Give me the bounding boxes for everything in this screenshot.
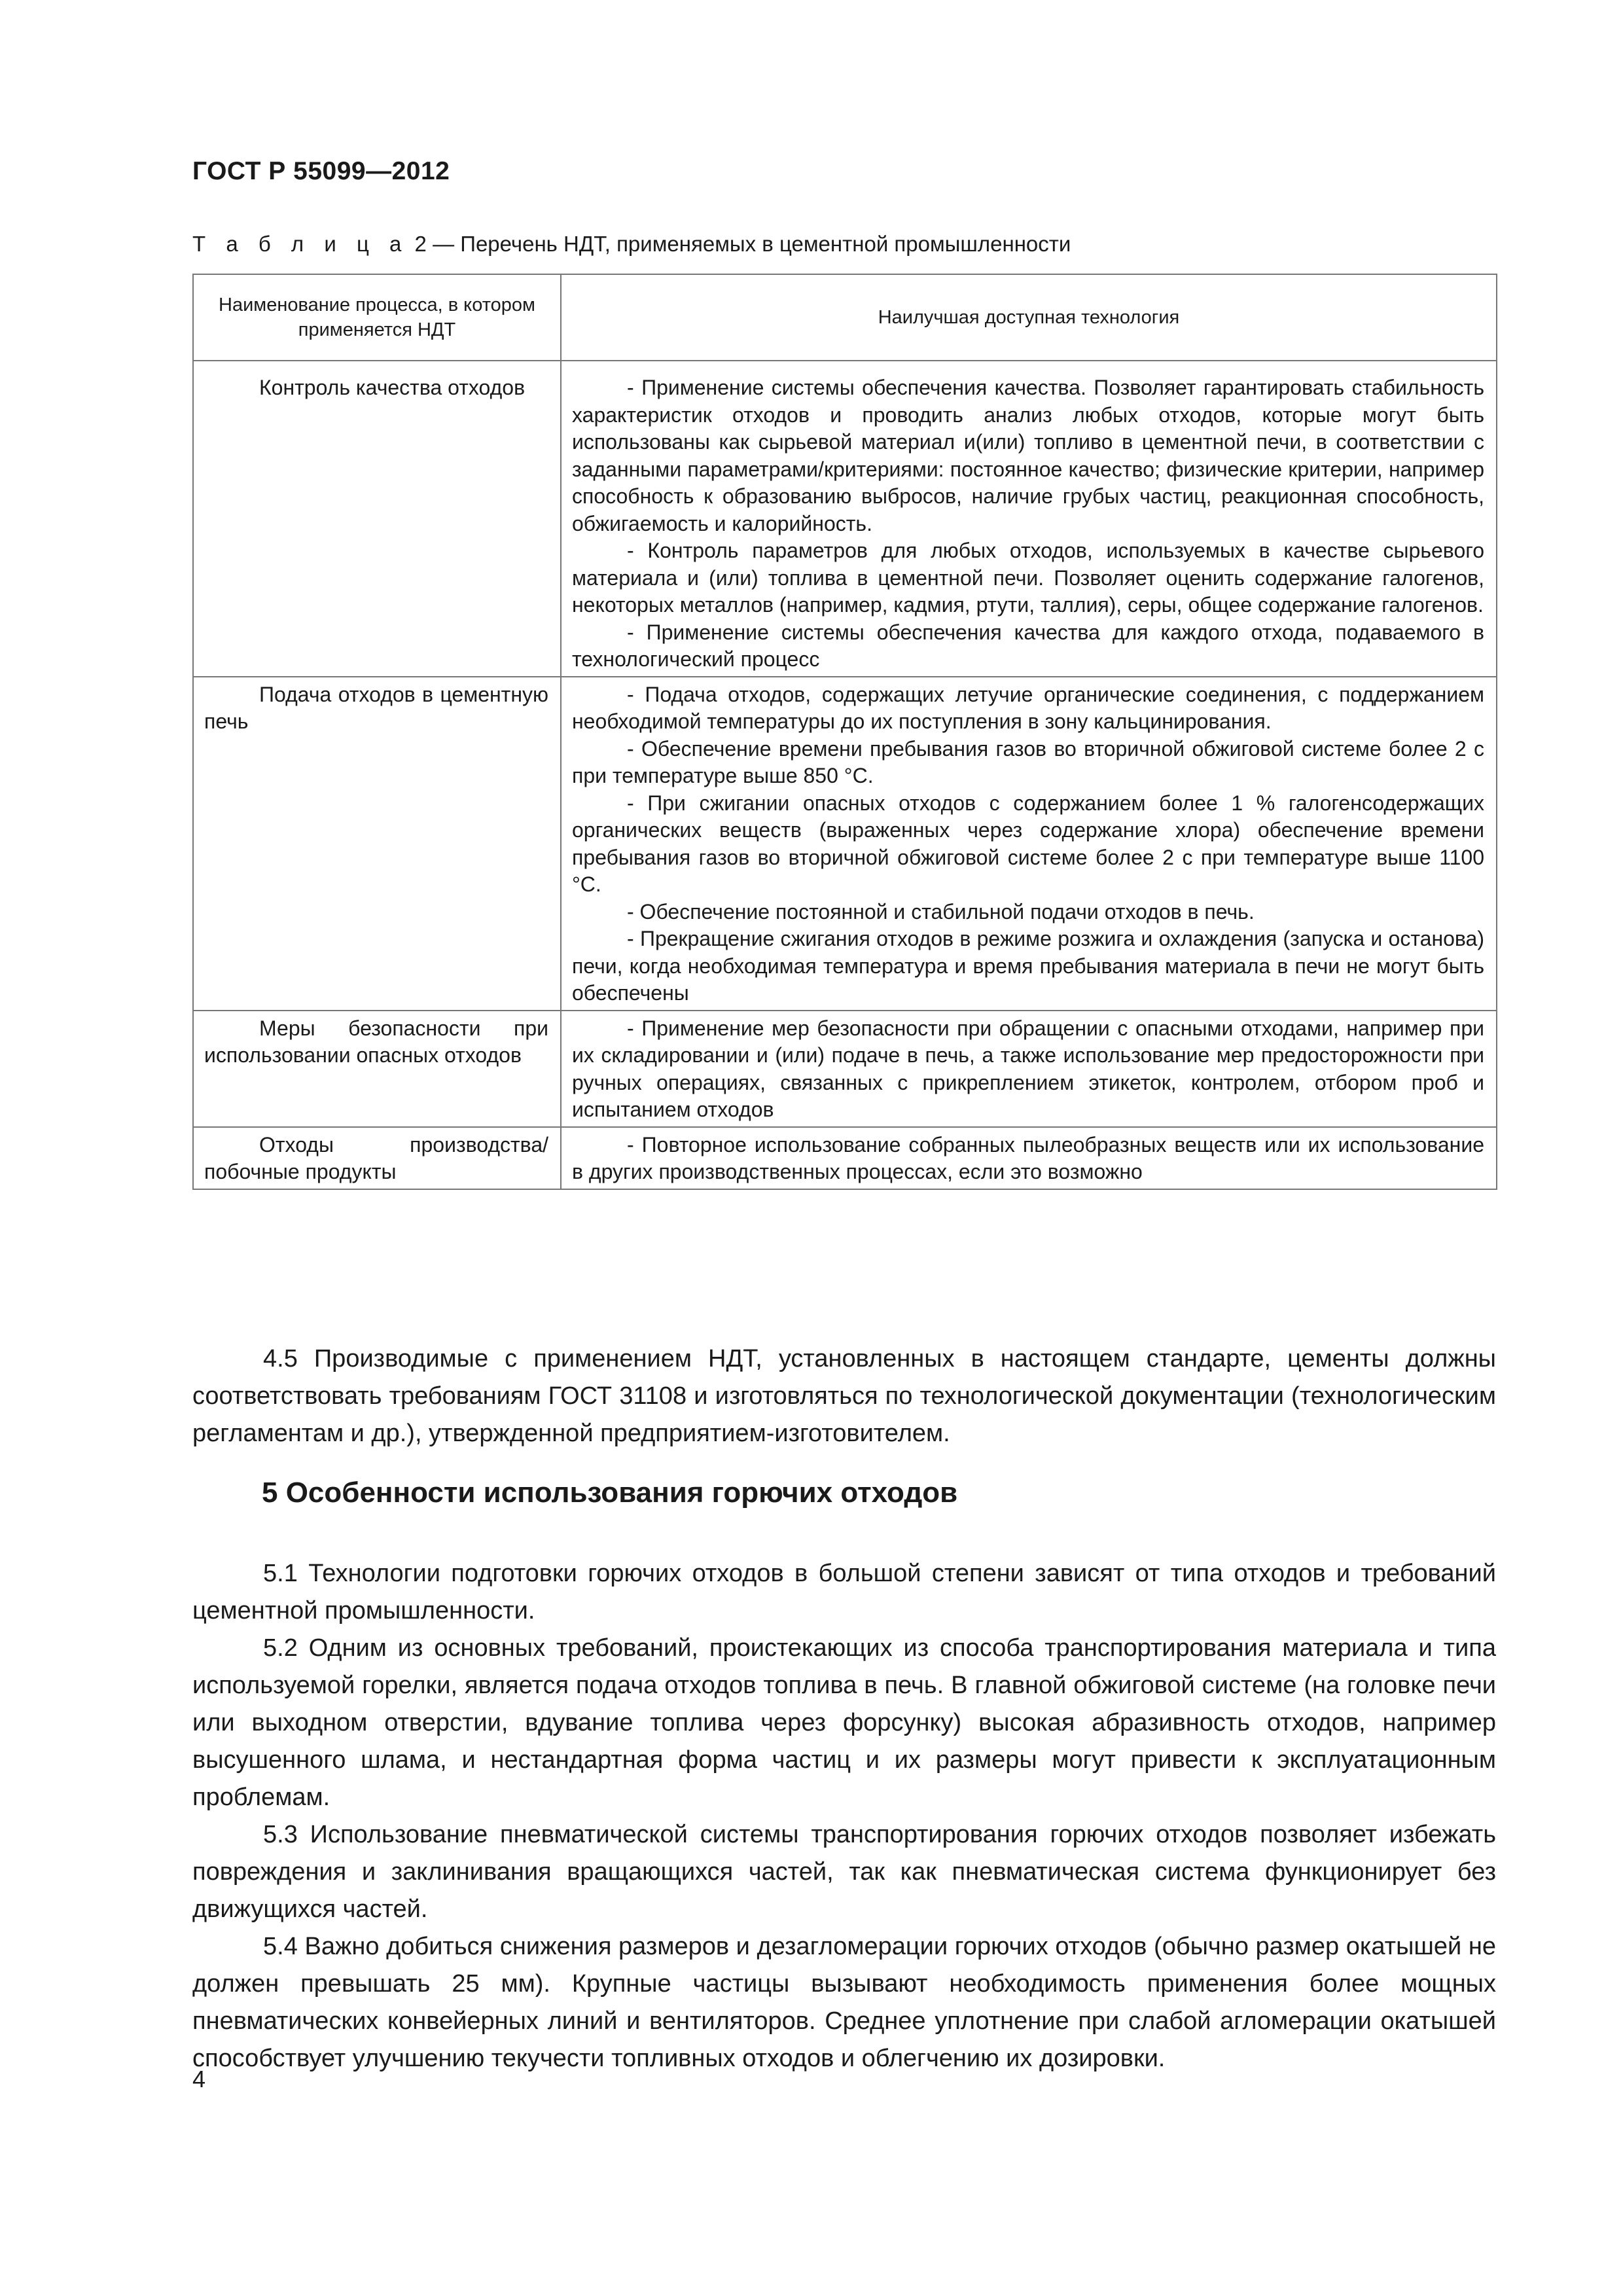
section-heading: 5 Особенности использования горючих отходов (262, 1477, 958, 1509)
column-header-process: Наименование процесса, в котором применяется НДТ (193, 274, 561, 361)
technology-item: - Подача отходов, содержащих летучие органические соединения, с поддержанием необходимой температуры до их поступления в зону кальцинирования. (572, 682, 1484, 733)
table-row (193, 370, 1497, 677)
table-header-spacer (193, 361, 1497, 370)
process-cell: Меры безопасности при использовании опасных отходов (193, 1011, 561, 1127)
paragraph-5-2: 5.2 Одним из основных требований, проистекающих из способа транспортирования материала и типа используемой горелки, является подача отходов топлива в печь. В главной обжиговой системе (на головке печи или выходном отверстии, вдувание топлива через форсунку) высокая абразивность отходов, например высушенного шлама, и нестандартная форма частиц и их размеры могут привести к эксплуатационным проблемам. (192, 1634, 1496, 1811)
column-header-technology: Наилучшая доступная технология (561, 274, 1497, 361)
table-caption-prefix: Т а б л и ц а (192, 232, 409, 256)
technology-cell (561, 1011, 1497, 1127)
document-header: ГОСТ Р 55099—2012 (192, 157, 450, 185)
table-row (193, 1011, 1497, 1127)
technology-item: - Применение системы обеспечения качества. Позволяет гарантировать стабильность характеристик отходов и проводить анализ любых отходов, которые могут быть использованы как сырьевой материал и(или) топливо в цементной печи, в соответствии с заданными параметрами/критериями: постоянное качество; физические критерии, например способность к образованию выбросов, наличие грубых частиц, реакционная способность, обжигаемость и калорийность. (572, 376, 1484, 535)
technology-item: - Повторное использование собранных пылеобразных веществ или их использование в других производственных процессах, если это возможно (572, 1132, 1484, 1183)
technology-item: - При сжигании опасных отходов с содержанием более 1 % галогенсодержащих органических веществ (выраженных через содержание хлора) обеспечение времени пребывания газов во вторичной обжиговой системе более 2 с при температуре выше 1100 °С. (572, 791, 1484, 896)
section-5-body (192, 1555, 1496, 2077)
table-caption (192, 232, 1071, 257)
process-cell: Контроль качества отходов (193, 370, 561, 677)
paragraph-5-4: 5.4 Важно добиться снижения размеров и дезагломерации горючих отходов (обычно размер окатышей не должен превышать 25 мм). Крупные частицы вызывают необходимость применения более мощных пневматических конвейерных линий и вентиляторов. Среднее уплотнение при слабой агломерации окатышей способствует улучшению текучести топливных отходов и облегчению их дозировки. (192, 1933, 1496, 2072)
technology-item: - Обеспечение постоянной и стабильной подачи отходов в печь. (627, 899, 1255, 924)
paragraph-4-5: 4.5 Производимые с применением НДТ, установленных в настоящем стандарте, цементы должны соответствовать требованиям ГОСТ 31108 и изготовляться по технологической документации (технологическим регламентам и др.), утвержденной предприятием-изготовителем. (192, 1345, 1496, 1447)
technology-item: - Обеспечение времени пребывания газов во вторичной обжиговой системе более 2 с при температуре выше 850 °С. (572, 736, 1484, 787)
process-cell: Отходы производства/ побочные продукты (193, 1127, 561, 1189)
paragraph-block-4-5 (192, 1340, 1496, 1452)
page-number: 4 (192, 2066, 206, 2092)
table-row (193, 677, 1497, 1011)
technology-item: - Применение системы обеспечения качества для каждого отхода, подаваемого в технологический процесс (572, 620, 1484, 671)
table-caption-text: 2 — Перечень НДТ, применяемых в цементной промышленности (408, 232, 1071, 256)
technology-cell (561, 677, 1497, 1011)
process-cell: Подача отходов в цементную печь (193, 677, 561, 1011)
paragraph-5-1: 5.1 Технологии подготовки горючих отходов в большой степени зависят от типа отходов и требований цементной промышленности. (192, 1560, 1496, 1624)
technology-item: - Применение мер безопасности при обращении с опасными отходами, например при их складировании и (или) подаче в печь, а также использование мер предосторожности при ручных операциях, связанных с прикреплением этикеток, контролем, отбором проб и испытанием отходов (572, 1016, 1484, 1121)
paragraph-5-3: 5.3 Использование пневматической системы транспортирования горючих отходов позволяет избежать повреждения и заклинивания вращающихся частей, так как пневматическая система функционирует без движущихся частей. (192, 1821, 1496, 1923)
table-header-row (193, 274, 1497, 361)
ndt-table (192, 274, 1497, 1190)
technology-item: - Прекращение сжигания отходов в режиме розжига и охлаждения (запуска и останова) печи, когда необходимая температура и время пребывания материала в печи не могут быть обеспечены (572, 927, 1484, 1005)
technology-cell (561, 1127, 1497, 1189)
technology-item: - Контроль параметров для любых отходов, используемых в качестве сырьевого материала и (или) топлива в цементной печи. Позволяет оценить содержание галогенов, некоторых металлов (например, кадмия, ртути, таллия), серы, общее содержание галогенов. (572, 539, 1484, 617)
technology-cell (561, 370, 1497, 677)
table-row (193, 1127, 1497, 1189)
